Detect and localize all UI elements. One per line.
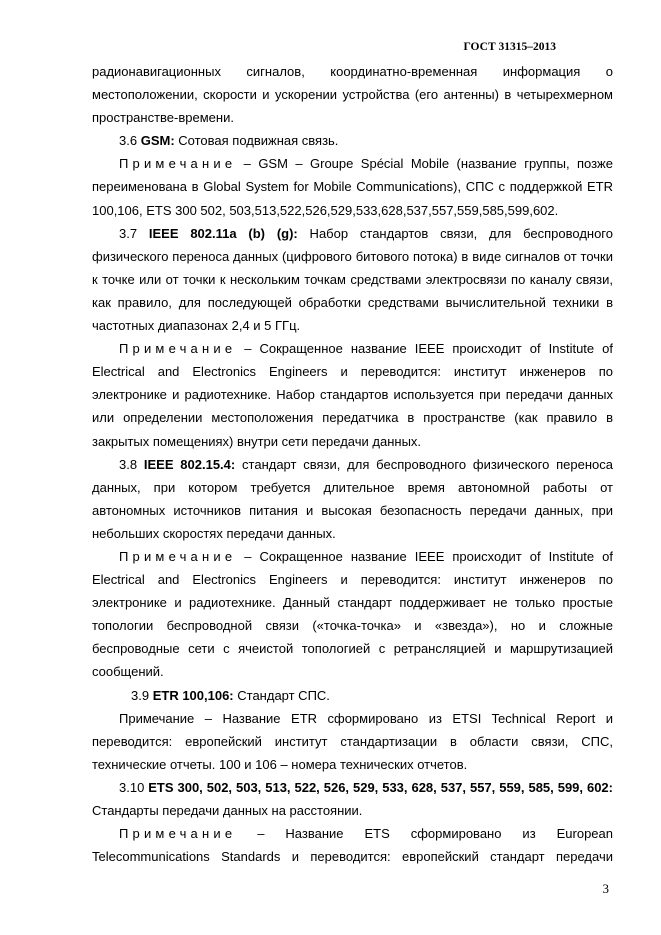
note-label: Примечание bbox=[119, 341, 237, 357]
note-3-7 bbox=[92, 337, 613, 452]
definition: стандарт связи, для беспроводного физического переноса данных, при котором требуется длительное время автономной работы от автономных источников питания и высокая безопасность передачи данных, при небольших скоростях передачи данных. bbox=[92, 456, 613, 541]
term: ETR 100,106: bbox=[152, 687, 234, 703]
section-3-10 bbox=[92, 776, 613, 822]
note-text: – Сокращенное название IEEE происходит of Institute of Electrical and Electronics Engineers и переводится: институт инженеров по электронике и радиотехнике. Данный стандарт поддерживает не только простые топологии беспроводной связи («точка-точка» и «звезда»), но и сложные беспроводные сети с ячеистой топологией с ретрансляцией и маршрутизацией сообщений. bbox=[92, 548, 613, 680]
paragraph-continuation: радионавигационных сигналов, координатно-временная информация о местоположении, скорости и ускорении устройства (его антенны) в четырехмерном пространстве-времени. bbox=[92, 64, 613, 126]
section-number: 3.10 bbox=[119, 779, 145, 795]
page-number: 3 bbox=[602, 881, 609, 896]
note-text: – Название ETS сформировано из European Telecommunications Standards и переводится: европейский стандарт передачи bbox=[92, 826, 613, 865]
section-number: 3.9 bbox=[131, 687, 150, 703]
section-number: 3.8 bbox=[119, 456, 138, 472]
term: GSM: bbox=[140, 133, 175, 149]
note-text: – Сокращенное название IEEE происходит of Institute of Electrical and Electronics Engineers и переводится: институт инженеров по электронике и радиотехнике. Набор стандартов используется при передачи данных или определении местоположения передатчика в пространстве (как правило в закрытых помещениях) внутри сети передачи данных. bbox=[92, 341, 613, 449]
section-3-7 bbox=[92, 222, 613, 337]
section-number: 3.7 bbox=[119, 225, 138, 241]
definition: Сотовая подвижная связь. bbox=[174, 133, 339, 149]
note-3-8 bbox=[92, 545, 613, 684]
document-body bbox=[92, 60, 613, 868]
term: IEEE 802.15.4: bbox=[143, 456, 236, 472]
note-3-10 bbox=[92, 822, 613, 868]
section-3-9 bbox=[92, 684, 613, 707]
note-label: Примечание bbox=[119, 548, 237, 564]
term: IEEE 802.11a (b) (g): bbox=[148, 225, 298, 241]
note-label: Примечание bbox=[119, 826, 237, 842]
section-3-8 bbox=[92, 453, 613, 545]
section-number: 3.6 bbox=[119, 133, 138, 149]
definition: Стандарты передачи данных на расстоянии. bbox=[92, 803, 363, 818]
definition: Набор стандартов связи, для беспроводного физического переноса данных (цифрового битового потока) в виде сигналов от точки к точке или от точки к нескольким точкам средствами электросвязи по каналу связи, как правило, для последующей обработки средствами вычислительной техники в частотных диапазонах 2,4 и 5 ГГц. bbox=[92, 225, 613, 334]
section-3-6 bbox=[92, 129, 613, 152]
note-label: Примечание bbox=[119, 156, 237, 172]
document-header: ГОСТ 31315–2013 bbox=[463, 41, 556, 53]
definition: Стандарт СПС. bbox=[233, 687, 330, 703]
note-3-9: Примечание – Название ETR сформировано из ETSI Technical Report и переводится: европейский институт стандартизации в области связи, СПС, технические отчеты. 100 и 106 – номера технических отчетов. bbox=[92, 710, 613, 772]
term: ETS 300, 502, 503, 513, 522, 526, 529, 533, 628, 537, 557, 559, 585, 599, 602: bbox=[148, 779, 613, 795]
note-3-6 bbox=[92, 152, 613, 221]
note-text: – GSM – Groupe Spécial Mobile (название группы, позже переименована в Global System for Mobile Communications), СПС с поддержкой ETR 100,106, ETS 300 502, 503,513,522,526,529,533,628,537,557,559,585,599,602. bbox=[92, 156, 613, 218]
